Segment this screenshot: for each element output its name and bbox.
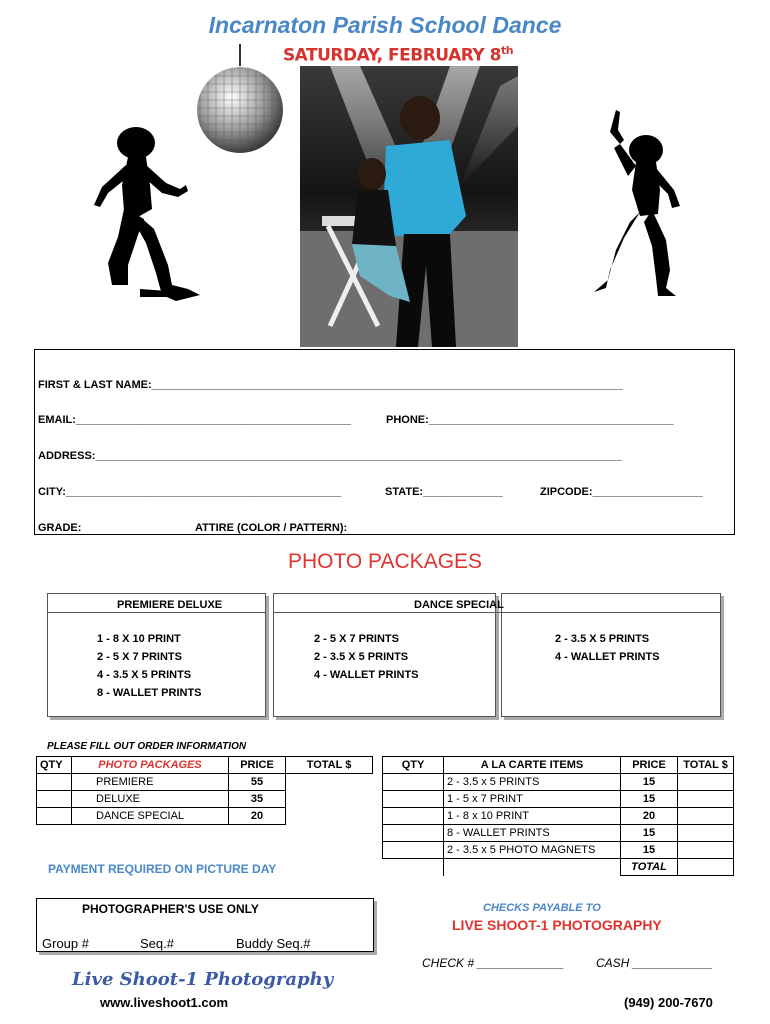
package-list-1 bbox=[97, 630, 202, 702]
qty-cell[interactable] bbox=[383, 774, 444, 791]
qty-cell[interactable] bbox=[383, 791, 444, 808]
list-item: 4 - 3.5 X 5 PRINTS bbox=[97, 669, 192, 681]
price-cell: 15 bbox=[621, 791, 678, 808]
list-item: 2 - 5 X 7 PRINTS bbox=[97, 651, 182, 663]
list-item: 4 - WALLET PRINTS bbox=[314, 669, 419, 681]
buddy-seq-field[interactable]: Buddy Seq.# bbox=[236, 936, 311, 951]
left-dancer-silhouette bbox=[88, 125, 218, 305]
total-header: TOTAL $ bbox=[678, 757, 734, 774]
item-header: A LA CARTE ITEMS bbox=[444, 757, 621, 774]
price-cell: 15 bbox=[621, 774, 678, 791]
list-item: 4 - WALLET PRINTS bbox=[555, 651, 660, 663]
item-cell: PREMIERE bbox=[72, 774, 229, 791]
table-row bbox=[383, 825, 734, 842]
checks-payable-label: CHECKS PAYABLE TO bbox=[483, 902, 601, 914]
sample-photo bbox=[300, 66, 518, 347]
qty-cell[interactable] bbox=[383, 842, 444, 859]
table-row bbox=[383, 791, 734, 808]
right-dancer-silhouette bbox=[580, 110, 690, 300]
total-cell[interactable] bbox=[678, 808, 734, 825]
package-list-3 bbox=[555, 630, 660, 666]
item-cell: DANCE SPECIAL bbox=[72, 808, 229, 825]
item-cell: 1 - 5 x 7 PRINT bbox=[444, 791, 621, 808]
list-item: 8 - WALLET PRINTS bbox=[97, 687, 202, 699]
total-cell[interactable] bbox=[678, 825, 734, 842]
state-field[interactable]: STATE:_____________ bbox=[385, 486, 503, 498]
total-cell[interactable] bbox=[286, 791, 373, 808]
photo-packages-heading: PHOTO PACKAGES bbox=[287, 550, 483, 573]
table-row bbox=[383, 842, 734, 859]
group-field[interactable]: Group # bbox=[42, 936, 89, 951]
item-cell: DELUXE bbox=[72, 791, 229, 808]
table-row bbox=[383, 808, 734, 825]
address-field[interactable]: ADDRESS:______________________________________________________________________________________ bbox=[38, 450, 622, 462]
price-header: PRICE bbox=[229, 757, 286, 774]
order-instruction: PLEASE FILL OUT ORDER INFORMATION bbox=[47, 741, 247, 752]
dance-special-title: DANCE SPECIAL bbox=[414, 599, 504, 611]
list-item: 2 - 3.5 X 5 PRINTS bbox=[314, 651, 409, 663]
item-cell: 1 - 8 x 10 PRINT bbox=[444, 808, 621, 825]
table-row bbox=[37, 791, 373, 808]
attire-field[interactable]: ATTIRE (COLOR / PATTERN): bbox=[195, 522, 348, 534]
qty-cell[interactable] bbox=[383, 825, 444, 842]
price-cell: 55 bbox=[229, 774, 286, 791]
seq-field[interactable]: Seq.# bbox=[140, 936, 174, 951]
grand-total-cell[interactable] bbox=[678, 859, 734, 876]
price-cell: 35 bbox=[229, 791, 286, 808]
a-la-carte-order-table bbox=[382, 756, 734, 876]
price-header: PRICE bbox=[621, 757, 678, 774]
price-cell: 20 bbox=[229, 808, 286, 825]
company-website[interactable]: www.liveshoot1.com bbox=[100, 995, 229, 1010]
photographer-use-title: PHOTOGRAPHER'S USE ONLY bbox=[82, 902, 259, 916]
zipcode-field[interactable]: ZIPCODE:__________________ bbox=[540, 486, 703, 498]
item-header: PHOTO PACKAGES bbox=[72, 757, 229, 774]
item-cell: 2 - 3.5 x 5 PHOTO MAGNETS bbox=[444, 842, 621, 859]
price-cell: 15 bbox=[621, 842, 678, 859]
company-logo: Live Shoot-1 Photography bbox=[72, 969, 334, 990]
total-cell[interactable] bbox=[286, 808, 373, 825]
photo-packages-order-table bbox=[36, 756, 373, 825]
table-row bbox=[383, 859, 734, 876]
event-date: SATURDAY, FEBRUARY 8th bbox=[282, 44, 514, 66]
phone-field[interactable]: PHONE:________________________________________ bbox=[386, 414, 674, 426]
city-field[interactable]: CITY:_____________________________________________ bbox=[38, 486, 342, 498]
price-cell: 15 bbox=[621, 825, 678, 842]
price-cell: 20 bbox=[621, 808, 678, 825]
qty-header: QTY bbox=[37, 757, 72, 774]
qty-cell[interactable] bbox=[37, 808, 72, 825]
total-cell[interactable] bbox=[678, 791, 734, 808]
customer-info-form bbox=[34, 349, 735, 535]
table-row bbox=[37, 774, 373, 791]
total-label: TOTAL bbox=[621, 859, 678, 876]
total-cell[interactable] bbox=[286, 774, 373, 791]
list-item: 2 - 5 X 7 PRINTS bbox=[314, 633, 399, 645]
check-number-field[interactable]: CHECK # _____________ bbox=[422, 956, 565, 970]
total-header: TOTAL $ bbox=[286, 757, 373, 774]
total-cell[interactable] bbox=[678, 842, 734, 859]
item-cell: 2 - 3.5 x 5 PRINTS bbox=[444, 774, 621, 791]
item-cell: 8 - WALLET PRINTS bbox=[444, 825, 621, 842]
premiere-deluxe-title: PREMIERE DELUXE bbox=[117, 599, 223, 611]
payee-name: LIVE SHOOT-1 PHOTOGRAPHY bbox=[452, 917, 662, 933]
name-field[interactable]: FIRST & LAST NAME:_____________________________________________________________________________ bbox=[38, 379, 623, 391]
cash-field[interactable]: CASH ____________ bbox=[596, 956, 713, 970]
grade-field[interactable]: GRADE: bbox=[38, 522, 82, 534]
page-title: Incarnaton Parish School Dance bbox=[208, 12, 562, 38]
qty-cell[interactable] bbox=[37, 774, 72, 791]
total-cell[interactable] bbox=[678, 774, 734, 791]
list-item: 2 - 3.5 X 5 PRINTS bbox=[555, 633, 650, 645]
table-row bbox=[37, 808, 373, 825]
company-phone: (949) 200-7670 bbox=[624, 995, 713, 1010]
email-field[interactable]: EMAIL:_____________________________________________ bbox=[38, 414, 352, 426]
qty-header: QTY bbox=[383, 757, 444, 774]
payment-notice: PAYMENT REQUIRED ON PICTURE DAY bbox=[48, 862, 277, 876]
qty-cell[interactable] bbox=[37, 791, 72, 808]
list-item: 1 - 8 X 10 PRINT bbox=[97, 633, 181, 645]
qty-cell[interactable] bbox=[383, 808, 444, 825]
table-row bbox=[383, 774, 734, 791]
package-list-2 bbox=[314, 630, 419, 684]
